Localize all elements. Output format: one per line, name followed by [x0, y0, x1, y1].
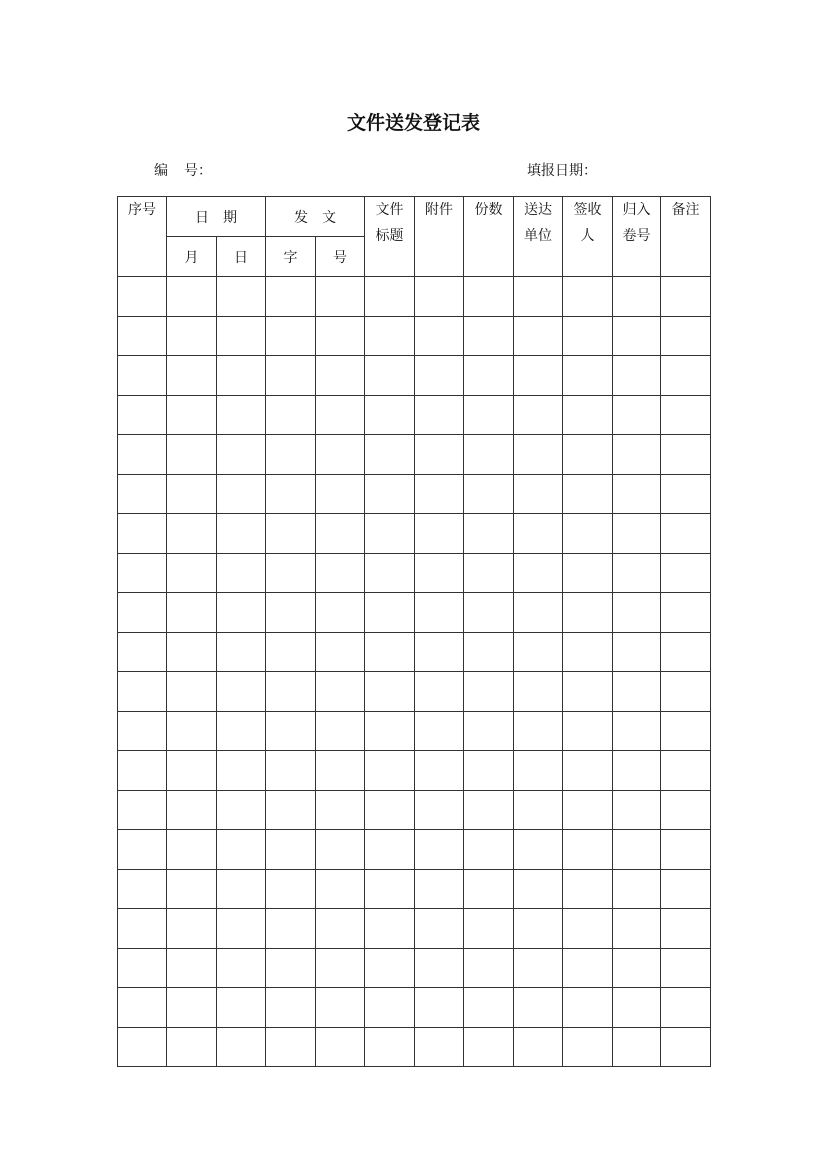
table-cell [266, 909, 316, 949]
table-cell [661, 316, 711, 356]
table-cell [563, 711, 613, 751]
table-cell [415, 514, 464, 554]
table-cell [514, 277, 563, 317]
table-cell [167, 356, 217, 396]
table-cell [613, 395, 661, 435]
number-label-part-b: 号： [184, 163, 212, 179]
table-cell [316, 672, 365, 712]
table-cell [167, 790, 217, 830]
table-cell [266, 948, 316, 988]
table-cell [365, 751, 415, 791]
table-cell [365, 435, 415, 475]
table-cell [316, 395, 365, 435]
table-cell [514, 356, 563, 396]
table-cell [464, 316, 514, 356]
table-cell [613, 593, 661, 633]
table-row [118, 356, 711, 396]
table-cell [464, 751, 514, 791]
table-cell [266, 395, 316, 435]
table-cell [613, 948, 661, 988]
table-cell [661, 988, 711, 1028]
table-cell [415, 711, 464, 751]
table-row [118, 751, 711, 791]
table-cell [217, 474, 266, 514]
header-signer-line1: 签收 [573, 202, 602, 218]
table-cell [118, 988, 167, 1028]
table-cell [563, 672, 613, 712]
table-cell [563, 514, 613, 554]
table-row [118, 474, 711, 514]
table-cell [415, 869, 464, 909]
table-cell [118, 514, 167, 554]
table-cell [266, 1027, 316, 1067]
table-cell [415, 1027, 464, 1067]
table-cell [217, 948, 266, 988]
number-label [154, 160, 212, 180]
table-cell [266, 751, 316, 791]
table-cell [266, 790, 316, 830]
table-cell [365, 790, 415, 830]
table-row [118, 988, 711, 1028]
table-row [118, 514, 711, 554]
header-date-month: 月 [167, 237, 217, 277]
table-cell [464, 909, 514, 949]
table-cell [118, 711, 167, 751]
table-cell [365, 830, 415, 870]
table-cell [316, 751, 365, 791]
table-cell [217, 711, 266, 751]
table-cell [613, 751, 661, 791]
table-cell [415, 593, 464, 633]
table-cell [415, 395, 464, 435]
table-cell [661, 751, 711, 791]
table-cell [316, 356, 365, 396]
table-cell [316, 593, 365, 633]
table-cell [464, 672, 514, 712]
table-cell [613, 869, 661, 909]
table-cell [661, 474, 711, 514]
table-row [118, 830, 711, 870]
table-cell [661, 672, 711, 712]
table-cell [613, 474, 661, 514]
table-cell [167, 869, 217, 909]
table-cell [613, 830, 661, 870]
table-cell [217, 514, 266, 554]
table-cell [217, 751, 266, 791]
table-cell [266, 672, 316, 712]
table-cell [563, 435, 613, 475]
table-cell [316, 316, 365, 356]
table-cell [118, 553, 167, 593]
table-cell [217, 790, 266, 830]
table-cell [415, 316, 464, 356]
table-cell [661, 830, 711, 870]
table-cell [514, 593, 563, 633]
table-cell [217, 909, 266, 949]
table-cell [415, 672, 464, 712]
table-cell [563, 869, 613, 909]
table-cell [167, 553, 217, 593]
table-cell [563, 277, 613, 317]
table-cell [514, 711, 563, 751]
table-cell [266, 474, 316, 514]
table-cell [415, 474, 464, 514]
table-cell [415, 909, 464, 949]
table-cell [217, 553, 266, 593]
table-cell [365, 395, 415, 435]
table-cell [266, 869, 316, 909]
header-date-group: 日 期 [167, 197, 266, 237]
table-cell [415, 553, 464, 593]
header-signer [563, 197, 613, 277]
table-cell [217, 435, 266, 475]
table-cell [563, 316, 613, 356]
table-cell [167, 830, 217, 870]
table-cell [118, 948, 167, 988]
table-cell [514, 316, 563, 356]
header-issue-num: 号 [316, 237, 365, 277]
table-cell [365, 909, 415, 949]
table-cell [167, 1027, 217, 1067]
table-cell [464, 593, 514, 633]
table-cell [365, 632, 415, 672]
table-cell [316, 514, 365, 554]
table-cell [415, 632, 464, 672]
table-cell [316, 553, 365, 593]
table-row [118, 395, 711, 435]
header-row-top [118, 197, 711, 237]
table-cell [514, 514, 563, 554]
table-cell [167, 316, 217, 356]
table-cell [316, 711, 365, 751]
table-cell [266, 356, 316, 396]
table-cell [365, 316, 415, 356]
table-cell [613, 316, 661, 356]
table-row [118, 593, 711, 633]
table-cell [563, 751, 613, 791]
table-cell [514, 948, 563, 988]
header-archive-line1: 归入 [622, 202, 651, 218]
table-cell [563, 1027, 613, 1067]
table-cell [266, 711, 316, 751]
table-cell [167, 711, 217, 751]
table-cell [118, 316, 167, 356]
register-body [118, 277, 711, 1067]
table-cell [365, 593, 415, 633]
table-cell [661, 356, 711, 396]
table-cell [217, 632, 266, 672]
table-cell [514, 909, 563, 949]
table-cell [514, 395, 563, 435]
table-cell [661, 711, 711, 751]
table-cell [266, 277, 316, 317]
table-cell [316, 830, 365, 870]
table-cell [365, 711, 415, 751]
table-cell [365, 474, 415, 514]
header-remarks: 备注 [661, 197, 711, 277]
table-cell [365, 869, 415, 909]
header-recipient [514, 197, 563, 277]
table-cell [217, 316, 266, 356]
header-copies: 份数 [464, 197, 514, 277]
table-cell [217, 356, 266, 396]
table-cell [167, 948, 217, 988]
header-recipient-line1: 送达 [524, 202, 552, 218]
table-cell [563, 948, 613, 988]
table-cell [316, 790, 365, 830]
table-cell [266, 514, 316, 554]
table-cell [316, 435, 365, 475]
table-cell [661, 1027, 711, 1067]
table-cell [365, 988, 415, 1028]
header-doc-title-line1: 文件 [375, 202, 404, 218]
table-cell [316, 948, 365, 988]
table-cell [415, 988, 464, 1028]
table-row [118, 1027, 711, 1067]
table-row [118, 948, 711, 988]
table-cell [464, 948, 514, 988]
document-title: 文件送发登记表 [346, 112, 480, 134]
table-cell [118, 790, 167, 830]
table-cell [415, 751, 464, 791]
table-cell [118, 751, 167, 791]
table-row [118, 869, 711, 909]
table-cell [365, 553, 415, 593]
table-cell [167, 909, 217, 949]
table-cell [217, 830, 266, 870]
table-cell [415, 435, 464, 475]
table-cell [118, 435, 167, 475]
table-row [118, 277, 711, 317]
table-row [118, 435, 711, 475]
table-cell [514, 1027, 563, 1067]
table-cell [365, 1027, 415, 1067]
table-cell [266, 593, 316, 633]
table-cell [266, 435, 316, 475]
header-seq: 序号 [118, 197, 167, 277]
table-cell [365, 672, 415, 712]
table-cell [118, 830, 167, 870]
table-cell [415, 277, 464, 317]
table-cell [316, 988, 365, 1028]
table-cell [316, 869, 365, 909]
table-cell [514, 474, 563, 514]
table-cell [613, 553, 661, 593]
table-cell [415, 830, 464, 870]
table-cell [217, 277, 266, 317]
table-cell [514, 672, 563, 712]
table-cell [613, 988, 661, 1028]
table-cell [563, 830, 613, 870]
table-cell [167, 988, 217, 1028]
table-cell [365, 277, 415, 317]
table-cell [217, 869, 266, 909]
table-cell [464, 632, 514, 672]
table-cell [464, 711, 514, 751]
table-cell [514, 553, 563, 593]
table-cell [167, 277, 217, 317]
table-cell [415, 948, 464, 988]
table-cell [415, 356, 464, 396]
table-cell [661, 277, 711, 317]
table-cell [514, 632, 563, 672]
table-cell [316, 474, 365, 514]
table-cell [661, 435, 711, 475]
table-row [118, 632, 711, 672]
table-cell [563, 593, 613, 633]
table-cell [167, 632, 217, 672]
table-cell [563, 474, 613, 514]
header-archive [613, 197, 661, 277]
table-cell [563, 395, 613, 435]
table-cell [661, 790, 711, 830]
table-cell [613, 435, 661, 475]
table-row [118, 553, 711, 593]
table-cell [563, 988, 613, 1028]
table-cell [661, 553, 711, 593]
table-cell [365, 356, 415, 396]
table-cell [464, 988, 514, 1028]
table-cell [661, 948, 711, 988]
table-cell [464, 790, 514, 830]
table-cell [118, 1027, 167, 1067]
table-cell [118, 356, 167, 396]
table-cell [613, 1027, 661, 1067]
header-recipient-line2: 单位 [524, 228, 552, 244]
table-row [118, 316, 711, 356]
table-cell [514, 869, 563, 909]
fill-date-label: 填报日期： [527, 163, 597, 179]
header-issue-group: 发 文 [266, 197, 365, 237]
table-cell [514, 988, 563, 1028]
table-cell [266, 553, 316, 593]
table-row [118, 711, 711, 751]
table-row [118, 672, 711, 712]
table-cell [464, 474, 514, 514]
table-cell [661, 909, 711, 949]
table-cell [563, 632, 613, 672]
table-cell [167, 593, 217, 633]
table-cell [464, 435, 514, 475]
table-cell [118, 474, 167, 514]
table-cell [167, 514, 217, 554]
table-cell [266, 316, 316, 356]
header-signer-line2: 人 [580, 228, 595, 244]
table-cell [365, 514, 415, 554]
header-doc-title-line2: 标题 [375, 228, 404, 244]
table-cell [613, 711, 661, 751]
table-cell [217, 395, 266, 435]
table-cell [266, 632, 316, 672]
table-cell [217, 1027, 266, 1067]
table-cell [563, 909, 613, 949]
table-cell [266, 988, 316, 1028]
table-cell [167, 672, 217, 712]
table-cell [661, 593, 711, 633]
table-cell [613, 672, 661, 712]
table-cell [514, 751, 563, 791]
table-cell [118, 632, 167, 672]
table-cell [661, 869, 711, 909]
table-cell [316, 277, 365, 317]
table-cell [661, 514, 711, 554]
table-cell [464, 356, 514, 396]
table-cell [316, 632, 365, 672]
table-cell [661, 395, 711, 435]
header-issue-char: 字 [266, 237, 316, 277]
table-row [118, 909, 711, 949]
table-cell [167, 751, 217, 791]
table-cell [464, 1027, 514, 1067]
table-cell [613, 277, 661, 317]
table-cell [514, 435, 563, 475]
table-cell [217, 672, 266, 712]
table-cell [464, 830, 514, 870]
table-cell [167, 435, 217, 475]
table-cell [217, 988, 266, 1028]
table-cell [464, 869, 514, 909]
table-cell [415, 790, 464, 830]
table-cell [118, 909, 167, 949]
table-cell [613, 909, 661, 949]
table-cell [316, 1027, 365, 1067]
table-cell [613, 514, 661, 554]
dispatch-register-table [117, 196, 711, 1067]
table-cell [118, 277, 167, 317]
table-cell [167, 474, 217, 514]
header-archive-line2: 卷号 [622, 228, 651, 244]
table-cell [613, 356, 661, 396]
table-cell [661, 632, 711, 672]
table-cell [563, 790, 613, 830]
table-cell [118, 672, 167, 712]
table-cell [464, 277, 514, 317]
table-cell [316, 909, 365, 949]
table-cell [613, 790, 661, 830]
table-cell [464, 553, 514, 593]
table-cell [514, 830, 563, 870]
table-cell [266, 830, 316, 870]
table-cell [118, 395, 167, 435]
table-cell [167, 395, 217, 435]
table-row [118, 790, 711, 830]
table-cell [563, 356, 613, 396]
table-cell [464, 514, 514, 554]
table-cell [514, 790, 563, 830]
table-cell [563, 553, 613, 593]
header-date-day: 日 [217, 237, 266, 277]
table-cell [464, 395, 514, 435]
number-label-part-a: 编 [154, 163, 168, 179]
table-cell [118, 869, 167, 909]
table-cell [118, 593, 167, 633]
table-cell [217, 593, 266, 633]
table-cell [365, 948, 415, 988]
table-cell [613, 632, 661, 672]
header-doc-title [365, 197, 415, 277]
header-attachment: 附件 [415, 197, 464, 277]
